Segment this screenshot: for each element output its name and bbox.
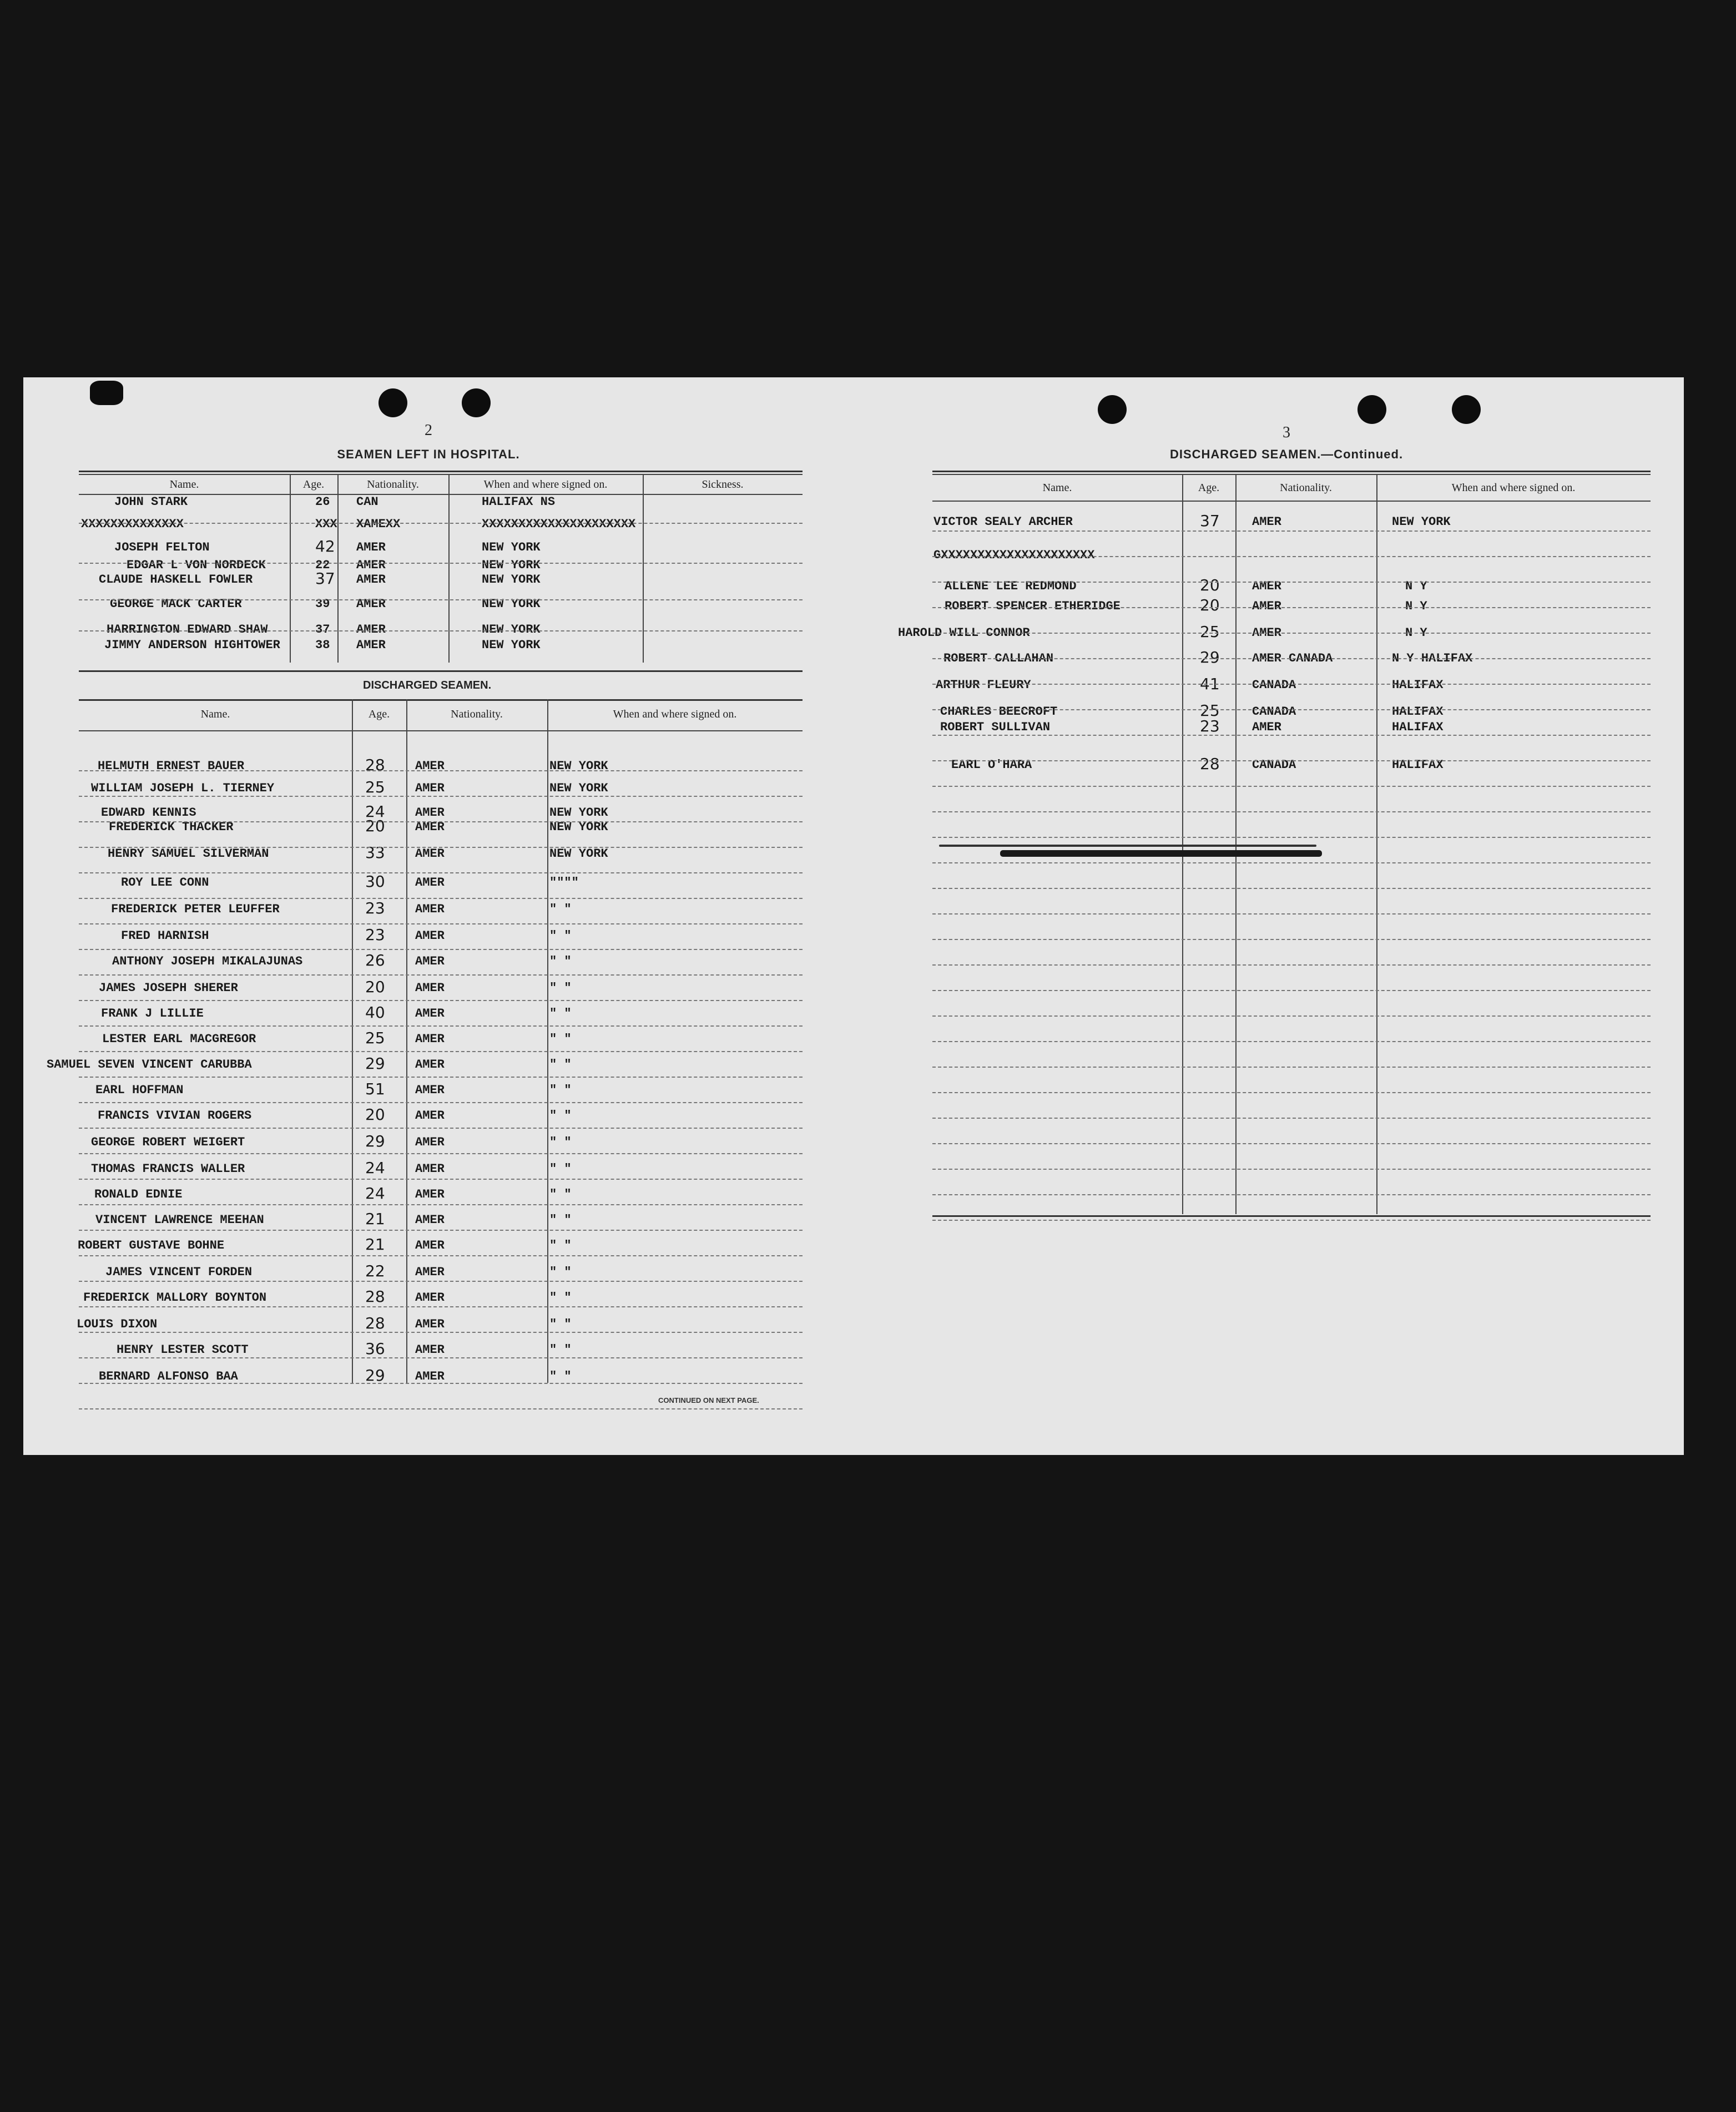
hospital-row-signed-on: XXXXXXXXXXXXXXXXXXXXX [482,517,636,531]
row-rule [79,1025,803,1027]
discharged-row-nationality: AMER [415,876,445,890]
hospital-row-nationality: CAN [356,495,379,509]
hospital-row-name: JIMMY ANDERSON HIGHTOWER [104,638,280,652]
hospital-row-name: HARRINGTON EDWARD SHAW [107,623,268,636]
row-rule [932,530,1651,532]
hospital-row-signed-on: HALIFAX NS [482,495,556,509]
header-name: Name. [169,478,199,491]
header-age: Age. [368,708,390,720]
header-name: Name. [200,708,230,720]
row-rule [932,1067,1651,1068]
discharged-row-age: 22 [365,1262,385,1280]
row-rule [79,1102,803,1103]
header-nationality: Nationality. [367,478,419,491]
discharged-row-nationality: AMER [1252,599,1281,613]
header-signed-on: When and where signed on. [483,478,608,491]
page-title: SEAMEN LEFT IN HOSPITAL. [337,447,520,461]
row-rule [932,1015,1651,1017]
discharged-row-nationality: AMER [415,1135,445,1149]
hospital-row-signed-on: NEW YORK [482,597,541,611]
discharged-row-name: HENRY LESTER SCOTT [117,1343,249,1357]
discharged-row-nationality: AMER [1252,515,1281,529]
struck-out-line [1000,850,1322,857]
discharged-row-name: SAMUEL SEVEN VINCENT CARUBBA [47,1058,252,1072]
discharged-row-age: 21 [365,1235,385,1254]
discharged-row-signed-on: " " [549,1317,572,1331]
punch-hole [1357,395,1386,424]
discharged-row-name: EARL HOFFMAN [95,1083,184,1097]
hospital-row-signed-on: NEW YORK [482,623,541,636]
discharged-row-name: VICTOR SEALY ARCHER [933,515,1073,529]
header-nationality: Nationality. [1280,482,1332,494]
row-rule [79,1332,803,1333]
header-age: Age. [1198,482,1220,494]
discharged-row-age: 36 [365,1340,385,1358]
discharged-row-nationality: AMER [1252,579,1281,593]
header-sickness: Sickness. [702,478,744,491]
discharged-row-nationality: AMER [415,1370,445,1383]
discharged-row-age: 23 [1200,717,1220,735]
row-rule [932,735,1651,736]
row-rule [932,862,1651,863]
discharged-row-age: 20 [1200,576,1220,594]
discharged-row-name: LOUIS DIXON [77,1317,158,1331]
hospital-row-name: CLAUDE HASKELL FOWLER [99,573,253,587]
discharged-row-name: FRANK J LILLIE [101,1007,204,1020]
discharged-row-signed-on: " " [549,1058,572,1072]
row-rule [932,633,1651,634]
discharged-row-nationality: CANADA [1252,758,1296,772]
discharged-row-name: HAROLD WILL CONNOR [898,626,1030,640]
discharged-row-age: 33 [365,843,385,862]
row-rule [79,949,803,950]
row-rule [79,872,803,873]
discharged-row-nationality: AMER [415,1343,445,1357]
discharged-row-signed-on: NEW YORK [549,781,608,795]
row-rule [79,1077,803,1078]
discharged-row-nationality: AMER [415,1109,445,1123]
row-rule [932,913,1651,914]
discharged-row-age: 28 [365,1314,385,1332]
discharged-row-name: WILLIAM JOSEPH L. TIERNEY [91,781,275,795]
hospital-row-age: XXX [315,517,337,531]
hospital-row-name: JOHN STARK [114,495,188,509]
discharged-row-name: FREDERICK PETER LEUFFER [111,902,280,916]
discharged-row-age: 40 [365,1003,385,1022]
row-rule [79,923,803,924]
discharged-row-name: ROBERT SULLIVAN [940,720,1051,734]
discharged-row-age: 20 [365,817,385,835]
discharged-row-nationality: CANADA [1252,678,1296,692]
discharged-row-signed-on: HALIFAX [1392,758,1444,772]
row-rule [79,1255,803,1256]
discharged-row-nationality: AMER [415,1213,445,1227]
discharged-row-nationality: AMER [1252,626,1281,640]
discharged-row-nationality: AMER [415,1317,445,1331]
row-rule [79,898,803,899]
discharged-row-nationality: AMER [415,954,445,968]
row-rule [932,1041,1651,1042]
discharged-row-signed-on: HALIFAX [1392,720,1444,734]
row-rule [79,1179,803,1180]
hospital-row-signed-on: NEW YORK [482,638,541,652]
header-signed-on: When and where signed on. [1451,482,1576,494]
discharged-row-nationality: AMER [415,1239,445,1252]
row-rule [932,709,1651,710]
discharged-row-signed-on: " " [549,1083,572,1097]
discharged-row-signed-on: " " [549,1370,572,1383]
discharged-row-name: GEORGE ROBERT WEIGERT [91,1135,245,1149]
discharged-row-name: JAMES JOSEPH SHERER [99,981,238,995]
discharged-row-signed-on: " " [549,1007,572,1020]
discharged-row-age: 37 [1200,512,1220,530]
row-rule [932,811,1651,812]
punch-hole [379,388,407,417]
discharged-row-nationality: AMER [415,759,445,773]
discharged-row-signed-on: " " [549,902,572,916]
discharged-row-age: 30 [365,872,385,891]
discharged-row-age: 29 [365,1366,385,1385]
discharged-row-age: 28 [1200,755,1220,773]
document-sheet [23,377,1684,1455]
hospital-row-age: 39 [315,597,330,611]
hospital-row-nationality: AMER [356,540,386,554]
discharged-row-nationality: AMER [415,929,445,943]
discharged-row-signed-on: N Y [1405,626,1427,640]
discharged-row-nationality: AMER [415,820,445,834]
discharged-row-name: FRED HARNISH [121,929,209,943]
discharged-row-signed-on: " " [549,1239,572,1252]
row-rule [79,821,803,822]
hospital-row-age: 26 [315,495,330,509]
discharged-row-name: VINCENT LAWRENCE MEEHAN [95,1213,264,1227]
discharged-row-name: FREDERICK THACKER [109,820,234,834]
discharged-row-nationality: AMER [415,1162,445,1176]
discharged-row-signed-on: " " [549,1343,572,1357]
row-rule [932,1092,1651,1093]
discharged-row-name: FRANCIS VIVIAN ROGERS [98,1109,252,1123]
hospital-row-name: GEORGE MACK CARTER [110,597,242,611]
hospital-row-nationality: AMER [356,623,386,636]
row-rule [79,1357,803,1358]
discharged-row-signed-on: N Y [1405,579,1427,593]
discharged-row-signed-on: " " [549,1291,572,1305]
discharged-row-name: ARTHUR FLEURY [936,678,1031,692]
row-rule [932,582,1651,583]
discharged-row-name: EDWARD KENNIS [101,806,196,820]
discharged-row-name: EARL O'HARA [951,758,1032,772]
discharged-row-nationality: AMER [415,1032,445,1046]
header-signed-on: When and where signed on. [613,708,737,720]
hospital-row-nationality: AMER [356,573,386,587]
row-rule [932,939,1651,940]
discharged-row-age: 51 [365,1080,385,1098]
row-rule [79,563,803,564]
row-rule [932,888,1651,889]
discharged-row-age: 29 [1200,648,1220,666]
discharged-row-name: BERNARD ALFONSO BAA [99,1370,238,1383]
row-rule [932,786,1651,787]
discharged-row-age: 25 [1200,701,1220,720]
hospital-row-nationality: AMER [356,558,386,572]
hospital-row-signed-on: NEW YORK [482,558,541,572]
row-rule [932,964,1651,966]
discharged-row-name: CHARLES BEECROFT [940,705,1058,719]
discharged-row-age: 29 [365,1054,385,1073]
page-title: DISCHARGED SEAMEN.—Continued. [1169,447,1404,461]
row-rule [932,684,1651,685]
hospital-row-signed-on: NEW YORK [482,540,541,554]
page-number: 2 [425,422,432,439]
hospital-row-name: XXXXXXXXXXXXXX [81,517,184,531]
discharged-row-name: ROBERT SPENCER ETHERIDGE [945,599,1121,613]
row-rule [79,599,803,600]
discharged-row-nationality: AMER [415,1291,445,1305]
discharged-row-nationality: AMER [415,902,445,916]
discharged-row-age: 24 [365,1184,385,1202]
discharged-row-age: 25 [365,1029,385,1047]
punch-hole [90,381,123,405]
discharged-row-age: 28 [365,756,385,774]
discharged-title: DISCHARGED SEAMEN. [363,679,492,691]
discharged-row-name: ANTHONY JOSEPH MIKALAJUNAS [112,954,303,968]
discharged-row-age: 24 [365,1159,385,1177]
hospital-row-nationality: AMER [356,597,386,611]
discharged-row-name: ALLENE LEE REDMOND [945,579,1077,593]
discharged-row-age: 23 [365,926,385,944]
row-rule [79,1000,803,1001]
discharged-row-name: ROBERT CALLAHAN [943,651,1054,665]
discharged-row-signed-on: """" [549,876,579,890]
punch-hole [1452,395,1481,424]
row-rule [932,837,1651,838]
page-number: 3 [1283,424,1290,441]
row-rule [932,1220,1651,1221]
row-rule [79,1230,803,1231]
discharged-row-age: 24 [365,802,385,821]
discharged-row-age: 20 [365,978,385,996]
discharged-row-name: ROBERT GUSTAVE BOHNE [78,1239,225,1252]
discharged-row-signed-on: " " [549,929,572,943]
continued-note: CONTINUED ON NEXT PAGE. [658,1396,759,1404]
discharged-row-name: FREDERICK MALLORY BOYNTON [83,1291,267,1305]
discharged-row-nationality: AMER [415,781,445,795]
discharged-row-nationality: AMER [415,847,445,861]
discharged-row-age: 26 [365,951,385,969]
discharged-row-signed-on: " " [549,1135,572,1149]
row-rule [932,1194,1651,1195]
row-rule [79,847,803,848]
discharged-row-signed-on: " " [549,1032,572,1046]
discharged-row-signed-on: " " [549,1109,572,1123]
discharged-row-name: THOMAS FRANCIS WALLER [91,1162,245,1176]
discharged-row-signed-on: HALIFAX [1392,705,1444,719]
discharged-row-nationality: AMER [415,1058,445,1072]
discharged-row-signed-on: HALIFAX [1392,678,1444,692]
discharged-row-nationality: AMER [415,1265,445,1279]
punch-hole [462,388,491,417]
discharged-row-age: 23 [365,899,385,917]
hospital-row-name: JOSEPH FELTON [114,540,210,554]
punch-hole [1098,395,1127,424]
discharged-row-signed-on: NEW YORK [549,759,608,773]
hospital-row-age: 37 [315,569,335,588]
discharged-row-age: 25 [1200,623,1220,641]
header-age: Age. [302,478,325,491]
hospital-row-age: 38 [315,638,330,652]
discharged-row-name: RONALD EDNIE [94,1188,183,1201]
row-rule [79,974,803,976]
row-rule [79,1128,803,1129]
discharged-row-name: ROY LEE CONN [121,876,209,890]
discharged-row-name: JAMES VINCENT FORDEN [105,1265,253,1279]
discharged-row-nationality: AMER [415,1188,445,1201]
header-nationality: Nationality. [451,708,503,720]
discharged-row-age: 41 [1200,675,1220,693]
row-rule [932,556,1651,557]
row-rule [79,1153,803,1154]
hospital-row-age: 37 [315,623,330,636]
row-rule [932,990,1651,991]
hospital-row-age: 42 [315,537,335,555]
discharged-row-age: 28 [365,1287,385,1306]
discharged-row-signed-on: " " [549,1213,572,1227]
discharged-row-signed-on: NEW YORK [549,820,608,834]
row-rule [932,658,1651,659]
row-rule [932,760,1651,761]
row-rule [79,1408,803,1409]
row-rule [79,796,803,797]
struck-out-line [939,845,1316,847]
discharged-row-nationality: AMER [415,981,445,995]
discharged-row-nationality: AMER CANADA [1252,651,1333,665]
row-rule [79,630,803,631]
discharged-row-signed-on: N Y HALIFAX [1392,651,1473,665]
discharged-row-nationality: AMER [415,806,445,820]
row-rule [79,1051,803,1052]
discharged-row-age: 20 [1200,596,1220,614]
discharged-row-age: 29 [365,1132,385,1150]
discharged-row-signed-on: " " [549,1162,572,1176]
discharged-row-signed-on: " " [549,954,572,968]
discharged-row-nationality: CANADA [1252,705,1296,719]
row-rule [79,1204,803,1205]
row-rule [79,1306,803,1307]
row-rule [79,770,803,771]
discharged-row-name: HELMUTH ERNEST BAUER [98,759,245,773]
row-rule [932,1169,1651,1170]
discharged-row-name: HENRY SAMUEL SILVERMAN [108,847,269,861]
hospital-row-nationality: XAMEXX [356,517,401,531]
discharged-row-nationality: AMER [1252,720,1281,734]
discharged-row-age: 20 [365,1105,385,1124]
discharged-row-signed-on: N Y [1405,599,1427,613]
discharged-row-nationality: AMER [415,1083,445,1097]
row-rule [79,523,803,524]
discharged-row-age: 25 [365,778,385,796]
hospital-row-nationality: AMER [356,638,386,652]
discharged-row-signed-on: NEW YORK [549,847,608,861]
discharged-row-name: LESTER EARL MACGREGOR [102,1032,256,1046]
discharged-row-signed-on: " " [549,981,572,995]
hospital-row-name: EDGAR L VON NORDECK [127,558,266,572]
discharged-row-signed-on: NEW YORK [1392,515,1451,529]
discharged-row-nationality: AMER [415,1007,445,1020]
row-rule [79,1383,803,1384]
discharged-row-signed-on: " " [549,1265,572,1279]
discharged-row-signed-on: " " [549,1188,572,1201]
row-rule [932,1118,1651,1119]
discharged-row-name: GXXXXXXXXXXXXXXXXXXXXX [933,548,1095,562]
header-name: Name. [1042,482,1072,494]
row-rule [932,607,1651,608]
row-rule [79,1281,803,1282]
row-rule [932,1143,1651,1144]
discharged-row-signed-on: NEW YORK [549,806,608,820]
discharged-row-age: 21 [365,1210,385,1228]
hospital-row-signed-on: NEW YORK [482,573,541,587]
hospital-row-age: 22 [315,558,330,572]
